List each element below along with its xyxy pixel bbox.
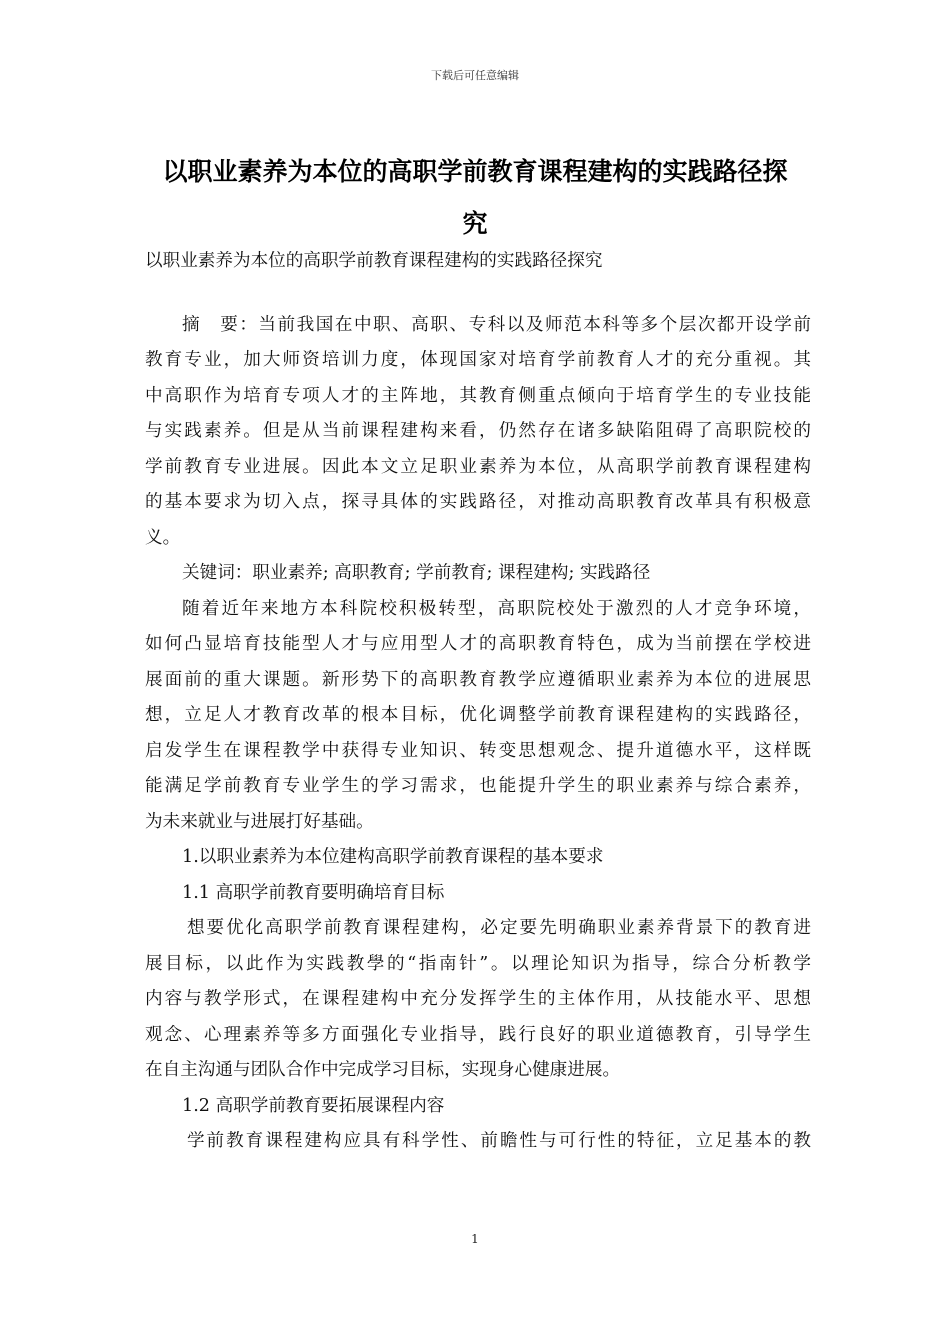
page-number: 1	[471, 1232, 479, 1246]
intro-line: 为未来就业与进展打好基础。	[145, 811, 374, 832]
title-line-2: 究	[462, 209, 488, 238]
abstract-line: 的基本要求为切入点，探寻具体的实践路径，对推动高职教育改革具有积极意	[145, 492, 811, 512]
paragraph-line: 观念、心理素养等多方面强化专业指导，践行良好的职业道德教育，引导学生	[145, 1024, 811, 1045]
intro-line: 启发学生在课程教学中获得专业知识、转变思想观念、提升道德水平，这样既	[145, 740, 811, 761]
subtitle: 以职业素养为本位的高职学前教育课程建构的实践路径探究	[145, 251, 603, 271]
intro-line: 展面前的重大课题。新形势下的高职教育教学应遵循职业素养为本位的进展思	[145, 669, 811, 690]
document-title	[140, 146, 810, 250]
intro-line: 想，立足人才教育改革的根本目标，优化调整学前教育课程建构的实践路径，	[145, 705, 811, 725]
section-heading-1: 1.以职业素养为本位建构高职学前教育课程的基本要求	[182, 847, 604, 867]
paragraph-line: 在自主沟通与团队合作中完成学习目标，实现身心健康进展。	[145, 1060, 621, 1080]
section-heading-1-2: 1.2 高职学前教育要拓展课程内容	[182, 1095, 445, 1116]
paragraph-line: 展目标，以此作为实践教學的“指南针”。以理论知识为指导，综合分析教学	[145, 953, 811, 974]
intro-paragraph	[145, 592, 811, 841]
abstract-line: 义。	[145, 527, 181, 548]
paragraph-line: 学前教育课程建构应具有科学性、前瞻性与可行性的特征，立足基本的教	[187, 1131, 811, 1151]
abstract-line: 摘 要：当前我国在中职、高职、专科以及师范本科等多个层次都开设学前	[182, 314, 811, 335]
abstract-line: 教育专业，加大师资培训力度，体现国家对培育学前教育人才的充分重视。其	[145, 350, 811, 370]
abstract-paragraph	[145, 308, 811, 557]
paragraph-line: 想要优化高职学前教育课程建构，必定要先明确职业素养背景下的教育进	[187, 918, 811, 938]
intro-line: 随着近年来地方本科院校积极转型，高职院校处于激烈的人才竞争环境，	[182, 598, 811, 619]
keywords: 关键词：职业素养; 高职教育; 学前教育; 课程建构; 实践路径	[182, 563, 651, 583]
paragraph-line: 内容与教学形式，在课程建构中充分发挥学生的主体作用，从技能水平、思想	[145, 989, 811, 1009]
section-1-1-paragraph	[145, 911, 811, 1089]
document-body	[145, 244, 811, 1160]
section-1-2-paragraph	[145, 1124, 811, 1160]
header-note: 下载后可任意编辑	[431, 69, 519, 82]
spacer	[145, 280, 811, 308]
intro-line: 如何凸显培育技能型人才与应用型人才的高职教育特色，成为当前摆在学校进	[145, 634, 811, 654]
abstract-line: 学前教育专业进展。因此本文立足职业素养为本位，从高职学前教育课程建构	[145, 456, 811, 477]
section-heading-1-1: 1.1 高职学前教育要明确培育目标	[182, 882, 445, 903]
title-line-1: 以职业素养为本位的高职学前教育课程建构的实践路径探	[162, 157, 788, 186]
abstract-line: 中高职作为培育专项人才的主阵地，其教育侧重点倾向于培育学生的专业技能	[145, 385, 811, 406]
abstract-line: 与实践素养。但是从当前课程建构来看，仍然存在诸多缺陷阻碍了高职院校的	[145, 421, 811, 441]
intro-line: 能满足学前教育专业学生的学习需求，也能提升学生的职业素养与综合素养，	[145, 776, 811, 796]
